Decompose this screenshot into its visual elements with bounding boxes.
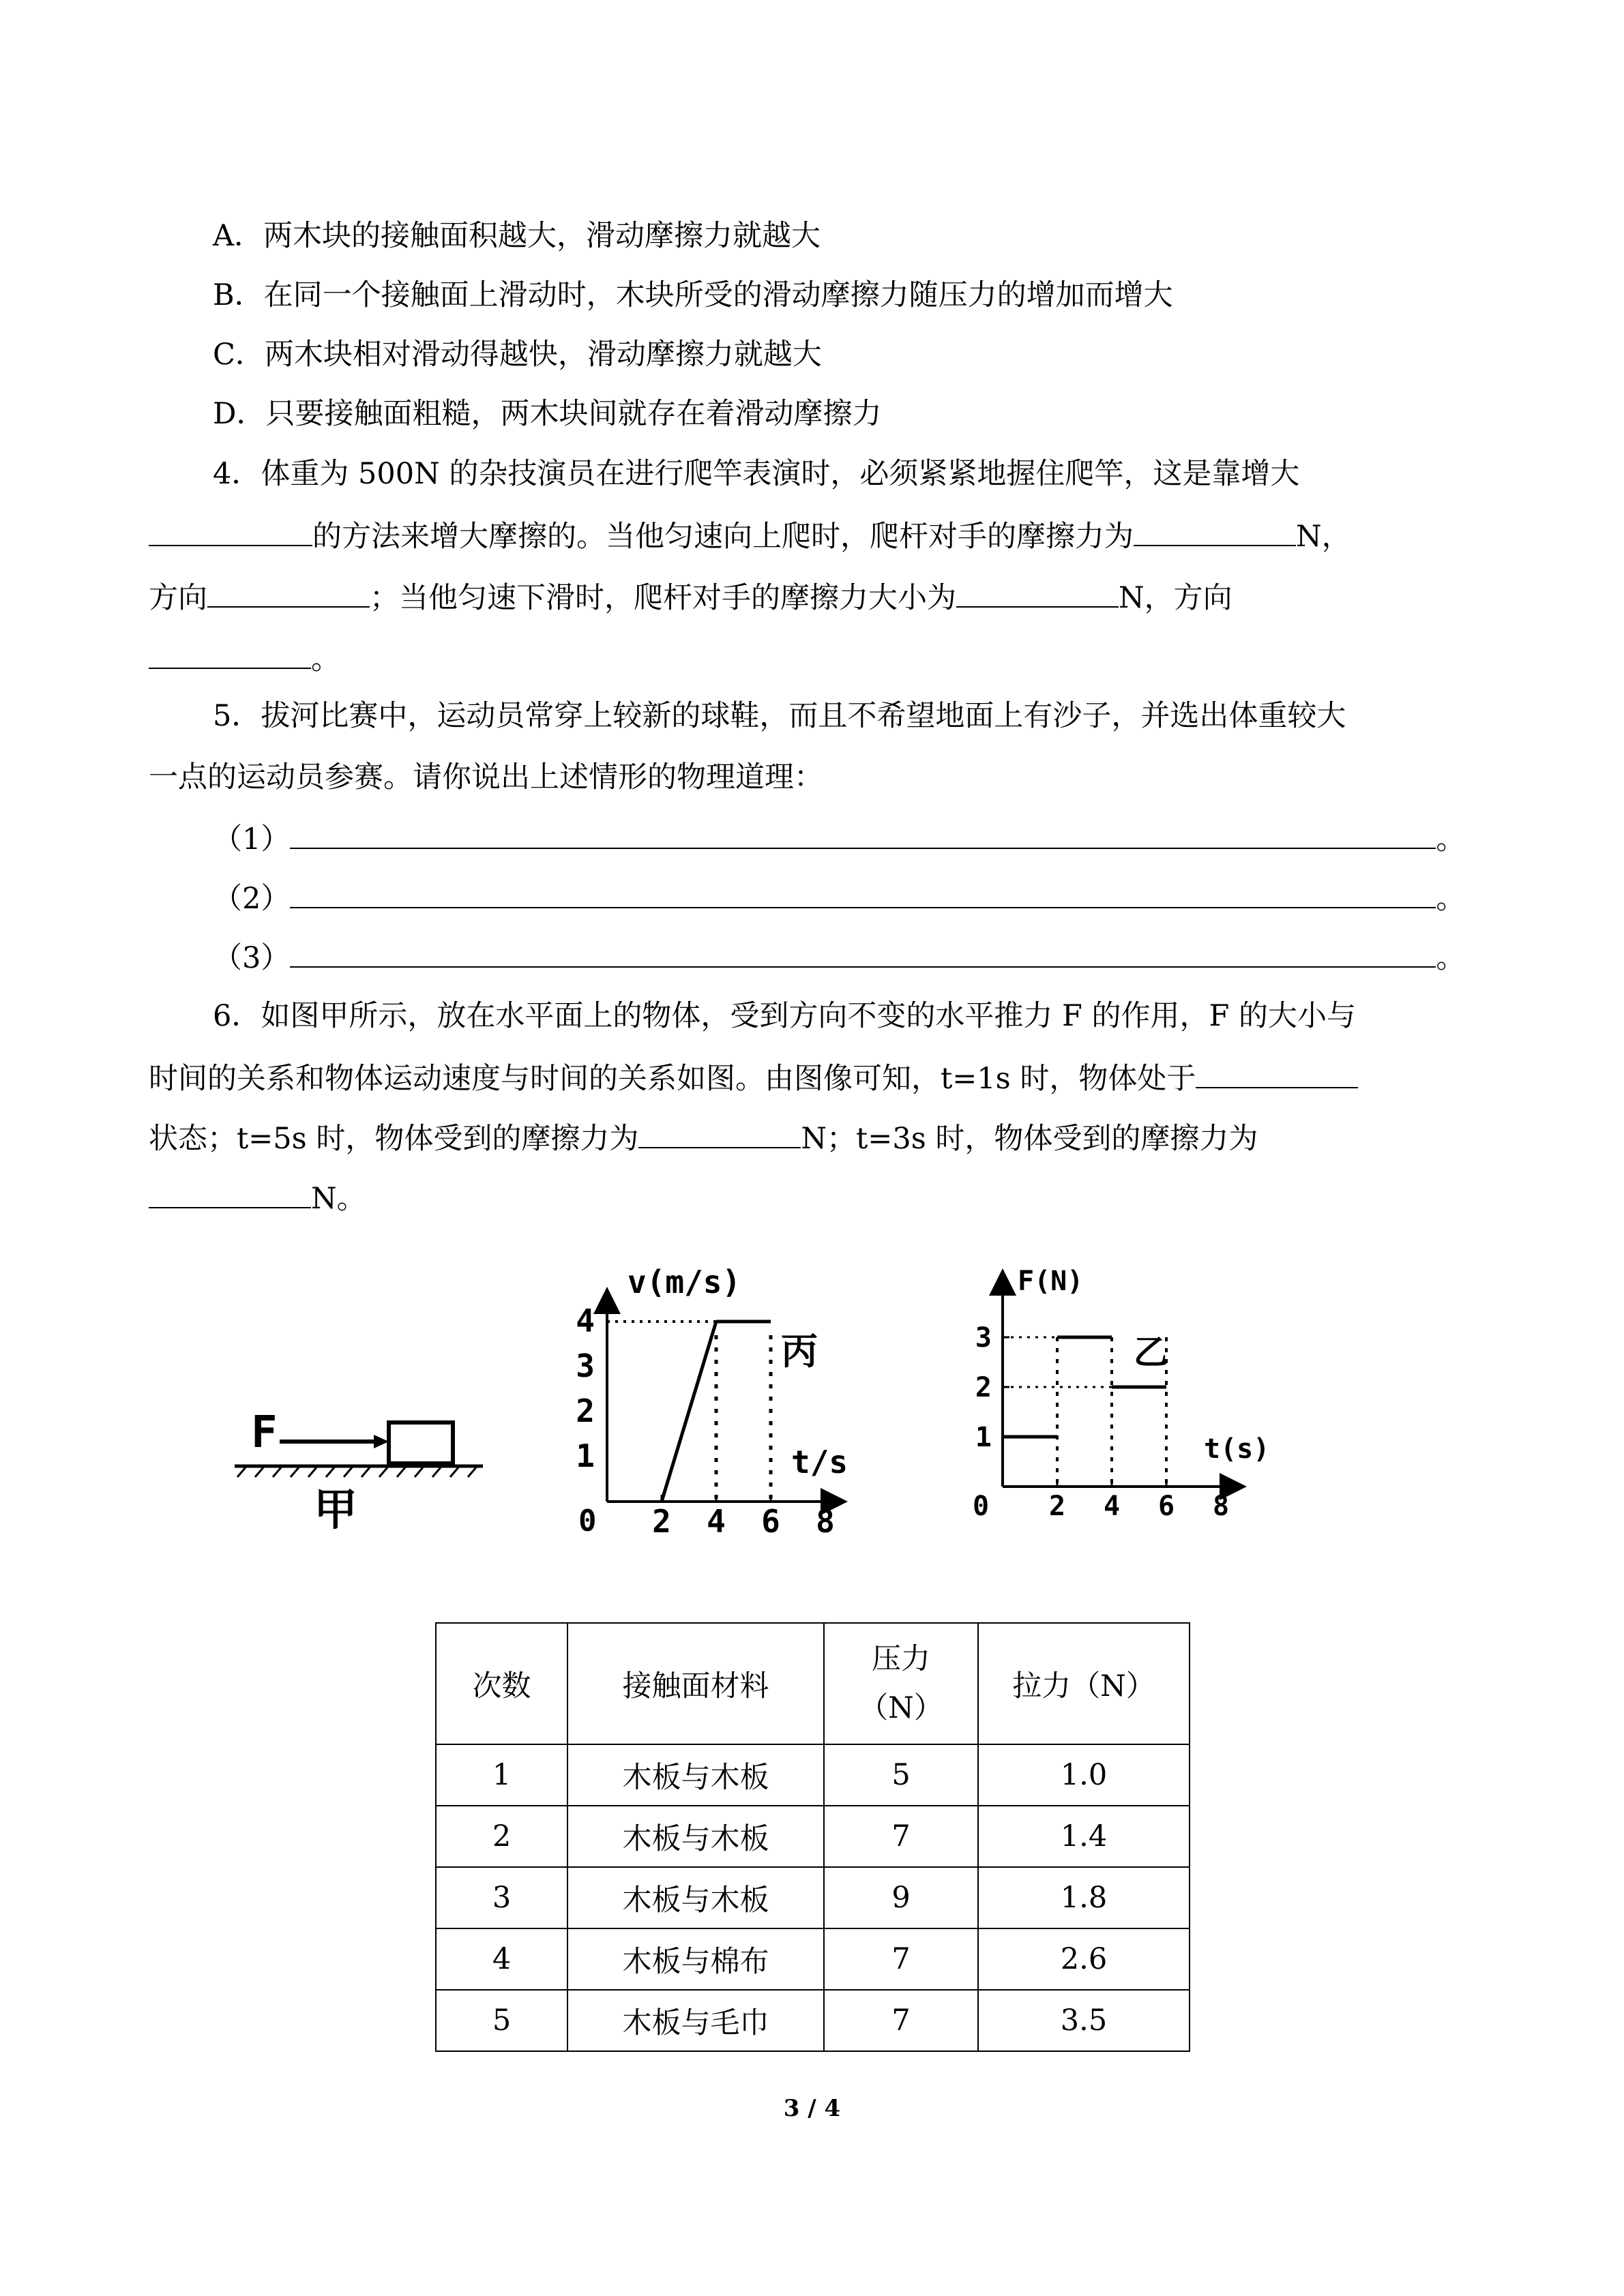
q5-item-1: （1） 。: [213, 818, 1465, 860]
table-row: [436, 1990, 1190, 2051]
table-cell: 5: [436, 1990, 567, 2051]
table-cell: 7: [824, 1990, 978, 2051]
q5-item-3: （3） 。: [213, 936, 1465, 979]
data-segment: [662, 1322, 716, 1502]
table-row: [436, 1744, 1190, 1806]
chart-title: 乙: [1134, 1332, 1168, 1372]
header-cell: 压力 （N）: [824, 1623, 978, 1744]
q3-option-c: C．两木块相对滑动得越快，滑动摩擦力就越大: [213, 338, 822, 372]
x-tick-label: 8: [816, 1503, 835, 1540]
y-axis-label: F(N): [1018, 1266, 1084, 1297]
y-tick-label: 3: [975, 1322, 992, 1354]
table-cell: 1.8: [978, 1867, 1190, 1928]
table-cell: 2: [436, 1806, 567, 1867]
answer-blank[interactable]: [149, 1177, 311, 1208]
x-tick-label: 4: [707, 1503, 726, 1540]
table-cell: 1: [436, 1744, 567, 1806]
y-tick-label: 2: [576, 1392, 595, 1429]
q5-line-2: 一点的运动员参赛。请你说出上述情形的物理道理：: [149, 760, 823, 794]
q6-line-3: 状态；t=5s 时，物体受到的摩擦力为 N；t=3s 时，物体受到的摩擦力为: [149, 1117, 1258, 1159]
q4-line-3: 方向 ；当他匀速下滑时，爬杆对手的摩擦力大小为 N，方向: [149, 576, 1232, 618]
table-cell: 3: [436, 1867, 567, 1928]
x-tick-label: 6: [1157, 1491, 1175, 1522]
force-label: F: [251, 1407, 278, 1458]
table-cell: 9: [824, 1867, 978, 1928]
velocity-time-chart: [552, 1262, 880, 1548]
q4-line-1: 4．体重为 500N 的杂技演员在进行爬竿表演时，必须紧紧地握住爬竿，这是靠增大: [213, 457, 1300, 491]
q3-option-a: A．两木块的接触面积越大，滑动摩擦力就越大: [213, 219, 821, 253]
figure-jia-caption: 甲: [314, 1485, 357, 1536]
force-time-chart: [955, 1255, 1316, 1541]
table-row: [436, 1928, 1190, 1990]
origin-label: 0: [973, 1491, 990, 1522]
force-arrow-head: [374, 1435, 389, 1448]
header-cell: 接触面材料: [567, 1623, 824, 1744]
block: [389, 1422, 453, 1463]
table-cell: 木板与毛巾: [567, 1990, 824, 2051]
answer-blank[interactable]: [1134, 515, 1296, 546]
answer-blank[interactable]: [956, 576, 1119, 608]
answer-blank[interactable]: [149, 638, 311, 669]
q3-option-d: D．只要接触面粗糙，两木块间就存在着滑动摩擦力: [213, 397, 882, 431]
y-tick-label: 2: [975, 1372, 992, 1403]
x-tick-label: 8: [1212, 1491, 1230, 1522]
x-tick-label: 4: [1103, 1491, 1121, 1522]
figure-jia: [225, 1391, 498, 1555]
x-tick-label: 2: [1048, 1491, 1066, 1522]
table-header-row: [436, 1623, 1190, 1744]
origin-label: 0: [578, 1504, 597, 1538]
x-tick-label: 6: [761, 1503, 780, 1540]
y-tick-label: 1: [975, 1422, 992, 1453]
header-cell: 拉力（N）: [978, 1623, 1190, 1744]
y-tick-label: 3: [576, 1347, 595, 1384]
table-cell: 木板与木板: [567, 1744, 824, 1806]
answer-blank[interactable]: [1196, 1057, 1358, 1088]
table-cell: 4: [436, 1928, 567, 1990]
q5-line-1: 5．拔河比赛中，运动员常穿上较新的球鞋，而且不希望地面上有沙子，并选出体重较大: [213, 699, 1346, 733]
y-tick-label: 1: [576, 1437, 595, 1474]
q5-item-2: （2） 。: [213, 877, 1465, 919]
ground-hatch: [237, 1467, 476, 1477]
x-axis-label: t/s: [791, 1444, 848, 1480]
table-cell: 1.0: [978, 1744, 1190, 1806]
q6-line-2: 时间的关系和物体运动速度与时间的关系如图。由图像可知，t=1s 时，物体处于: [149, 1057, 1358, 1099]
header-cell: 次数: [436, 1623, 567, 1744]
table-cell: 3.5: [978, 1990, 1190, 2051]
q4-line-2: 的方法来增大摩擦的。当他匀速向上爬时，爬杆对手的摩擦力为 N，: [149, 515, 1351, 557]
page-number: 3 / 4: [783, 2095, 841, 2122]
answer-blank[interactable]: [638, 1117, 801, 1148]
table-cell: 5: [824, 1744, 978, 1806]
table-cell: 2.6: [978, 1928, 1190, 1990]
answer-blank[interactable]: [290, 877, 1436, 908]
table-cell: 1.4: [978, 1806, 1190, 1867]
table-cell: 7: [824, 1806, 978, 1867]
q6-line-1: 6．如图甲所示，放在水平面上的物体，受到方向不变的水平推力 F 的作用，F 的大小与: [213, 999, 1357, 1033]
x-tick-label: 2: [652, 1503, 671, 1540]
q3-option-b: B．在同一个接触面上滑动时，木块所受的滑动摩擦力随压力的增加而增大: [213, 278, 1173, 312]
answer-blank[interactable]: [290, 818, 1436, 849]
table-row: [436, 1806, 1190, 1867]
table-cell: 木板与木板: [567, 1806, 824, 1867]
answer-blank[interactable]: [290, 936, 1436, 968]
chart-title: 丙: [781, 1330, 818, 1373]
answer-blank[interactable]: [149, 515, 312, 546]
x-axis-label: t(s): [1204, 1433, 1270, 1465]
table-row: [436, 1867, 1190, 1928]
table-cell: 7: [824, 1928, 978, 1990]
q6-line-4: N。: [149, 1177, 366, 1219]
table-cell: 木板与棉布: [567, 1928, 824, 1990]
y-axis-label: v(m/s): [628, 1264, 741, 1300]
answer-blank[interactable]: [207, 576, 370, 608]
experiment-table: [435, 1622, 1190, 2052]
table-cell: 木板与木板: [567, 1867, 824, 1928]
q4-line-4: 。: [149, 638, 340, 680]
y-tick-label: 4: [576, 1302, 595, 1339]
